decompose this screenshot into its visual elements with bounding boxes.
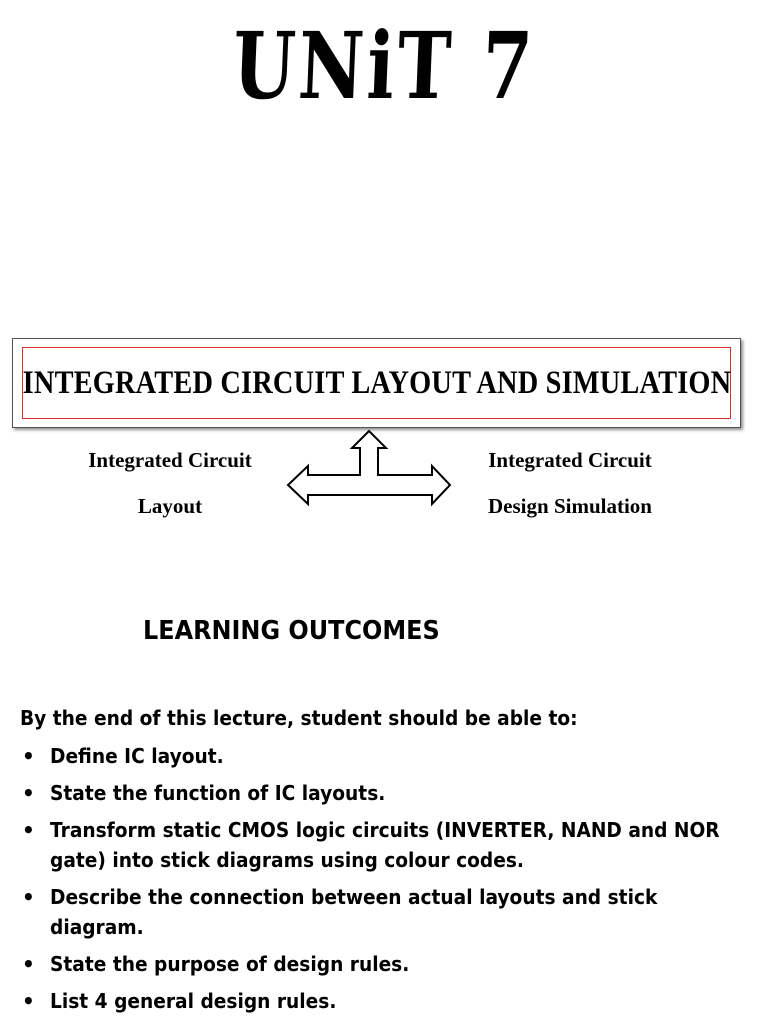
bullet-icon: •	[22, 885, 35, 909]
list-item: • Describe the connection between actual layouts and stick diagram.	[20, 882, 740, 942]
list-item: • List 4 general design rules.	[20, 986, 740, 1016]
bullet-icon: •	[22, 781, 35, 805]
unit-title: UNiT 7	[230, 12, 538, 120]
branch-left	[55, 437, 285, 529]
branch-right-line1: Integrated Circuit	[488, 448, 652, 472]
branch-left-line2: Layout	[137, 494, 203, 518]
learning-outcomes-list	[20, 741, 740, 1023]
bullet-icon: •	[22, 952, 35, 976]
bullet-icon: •	[22, 818, 35, 842]
branch-right	[450, 437, 690, 529]
learning-outcomes-heading: LEARNING OUTCOMES	[143, 616, 440, 646]
branch-left-line1: Integrated Circuit	[88, 448, 252, 472]
topic-title: INTEGRATED CIRCUIT LAYOUT AND SIMULATION	[22, 364, 731, 401]
list-item: • Define IC layout.	[20, 741, 740, 771]
list-item: • Transform static CMOS logic circuits (INVERTER, NAND and NOR gate) into stick diagrams using colour codes.	[20, 815, 740, 875]
bullet-icon: •	[22, 744, 35, 768]
learning-outcomes-intro: By the end of this lecture, student should be able to:	[20, 706, 578, 730]
bullet-icon: •	[22, 989, 35, 1013]
list-item: • State the purpose of design rules.	[20, 949, 740, 979]
topic-title-inner-border	[22, 347, 731, 419]
three-way-arrow-icon	[280, 428, 460, 508]
topic-title-box	[12, 338, 741, 428]
branch-right-line2: Design Simulation	[488, 494, 652, 518]
list-item: • State the function of IC layouts.	[20, 778, 740, 808]
